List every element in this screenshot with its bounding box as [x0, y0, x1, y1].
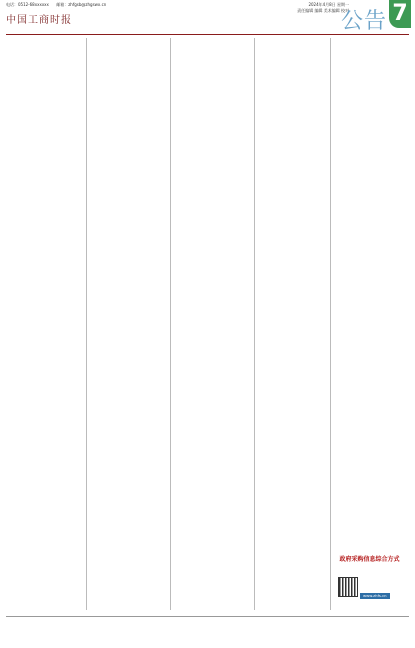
column-divider	[86, 38, 87, 610]
footer-divider	[6, 616, 409, 617]
header-editors: 责任编辑 编辑 美术编辑 校对	[297, 8, 349, 13]
qr-code-icon	[338, 577, 358, 597]
ad-box	[330, 555, 409, 613]
column-5	[334, 38, 409, 550]
column-3	[174, 38, 249, 610]
page-header	[6, 2, 409, 36]
header-email: 邮箱：zhfgsb@zhgswx.cn	[56, 2, 107, 7]
header-contact	[6, 2, 112, 8]
column-1	[6, 38, 81, 610]
column-2	[90, 38, 165, 610]
section-title: 公告	[340, 9, 387, 34]
ad-title: 政府采购信息综合方式	[339, 556, 400, 563]
column-divider	[254, 38, 255, 610]
header-phone: 电话：0512-68xxxxxx	[6, 2, 49, 7]
header-date: 2024年4月8日 星期一	[308, 2, 349, 7]
page-number-badge: 7	[389, 0, 411, 28]
ad-url[interactable]: www.zhfs.cn	[360, 593, 390, 599]
column-4	[258, 38, 333, 610]
column-divider	[170, 38, 171, 610]
column-divider	[330, 38, 331, 610]
header-divider	[6, 34, 409, 35]
article-columns	[6, 38, 409, 610]
masthead: 中国工商时报	[6, 15, 72, 26]
